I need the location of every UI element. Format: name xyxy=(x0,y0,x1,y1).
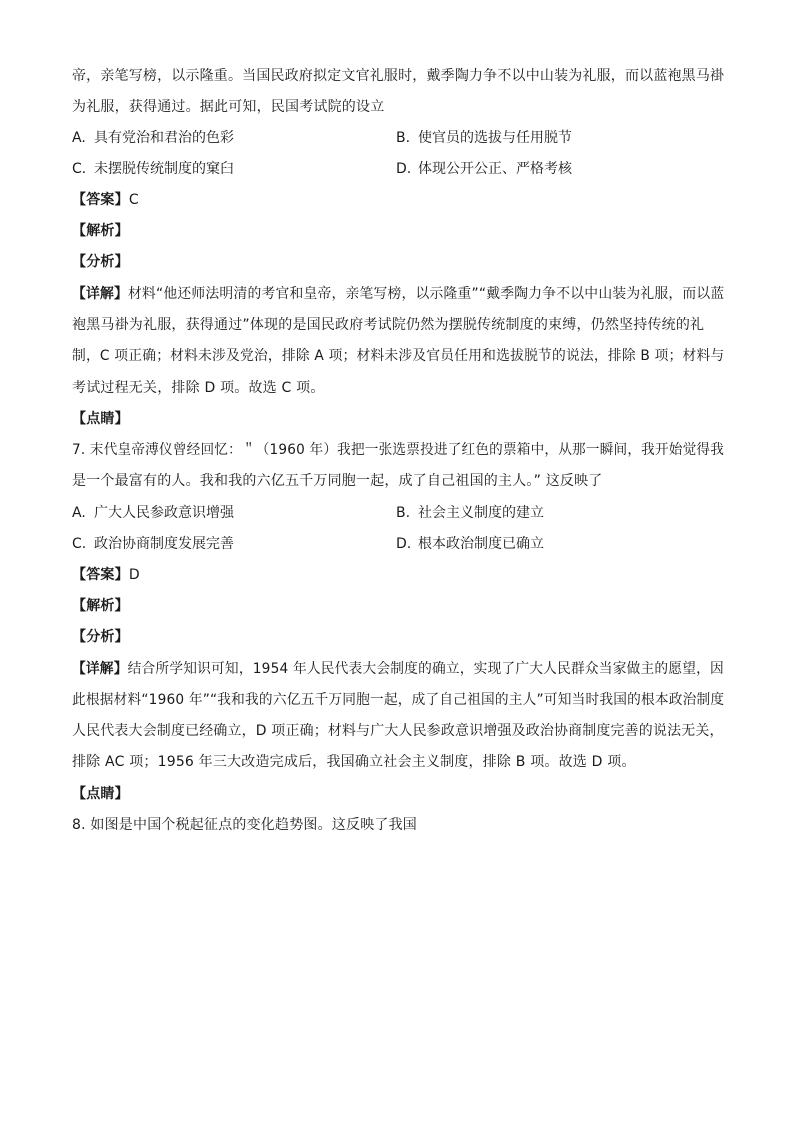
q7-answer xyxy=(72,565,724,585)
q7-detail-line-3: 人民代表大会制度已经确立，D 项正确；材料与广大人民参政意识增强及政治协商制度完善的说法无关， xyxy=(72,723,724,739)
option-key: C. xyxy=(72,536,87,552)
option-text: 政治协商制度发展完善 xyxy=(94,536,234,552)
q7-fenxi-label: 【分析】 xyxy=(72,629,129,645)
q7-dianjing-label: 【点睛】 xyxy=(72,786,129,802)
option-text: 广大人民参政意识增强 xyxy=(94,505,234,521)
option-key: B. xyxy=(396,505,411,521)
q7-detail-line-1 xyxy=(72,659,724,679)
q7-option-d xyxy=(396,534,544,554)
q7-option-b xyxy=(396,503,544,523)
q8-stem: 8. 如图是中国个税起征点的变化趋势图。这反映了我国 xyxy=(72,817,418,833)
q6-detail-line-4: 考试过程无关，排除 D 项。故选 C 项。 xyxy=(72,380,325,396)
detail-label: 【详解】 xyxy=(72,286,129,302)
q6-fenxi-label: 【分析】 xyxy=(72,254,129,270)
detail-text: 材料“他还师法明清的考官和皇帝，亲笔写榜，以示隆重”“戴季陶力争不以中山装为礼服，而以蓝 xyxy=(128,286,725,302)
option-key: D. xyxy=(396,536,412,552)
q6-jiexi-label: 【解析】 xyxy=(72,223,129,239)
option-text: 具有党治和君治的色彩 xyxy=(94,130,234,146)
option-text: 社会主义制度的建立 xyxy=(418,505,544,521)
q6-option-b xyxy=(396,128,572,148)
q7-stem-line-2: 是一个最富有的人。我和我的六亿五千万同胞一起，成了自己祖国的主人。” 这反映了 xyxy=(72,473,603,489)
q7-detail-line-4: 排除 AC 项；1956 年三大改造完成后，我国确立社会主义制度，排除 B 项。故选 D 项。 xyxy=(72,754,636,770)
q6-stem-line-2: 为礼服，获得通过。据此可知，民国考试院的设立 xyxy=(72,99,385,115)
option-text: 使官员的选拔与任用脱节 xyxy=(418,130,572,146)
q6-option-a xyxy=(72,128,234,148)
option-key: B. xyxy=(396,130,411,146)
q6-option-c xyxy=(72,159,234,179)
answer-value: D xyxy=(128,567,140,583)
q6-answer xyxy=(72,190,724,210)
option-text: 未摆脱传统制度的窠臼 xyxy=(94,161,234,177)
answer-label: 【答案】 xyxy=(72,567,129,583)
q6-option-d xyxy=(396,159,572,179)
q7-jiexi-label: 【解析】 xyxy=(72,598,129,614)
option-text: 体现公开公正、严格考核 xyxy=(418,161,572,177)
option-key: A. xyxy=(72,505,86,521)
q6-detail-line-3: 制，C 项正确；材料未涉及党治，排除 A 项；材料未涉及官员任用和选拔脱节的说法，排除 B 项；材料与 xyxy=(72,348,725,364)
q6-detail-line-1 xyxy=(72,284,725,304)
detail-text: 结合所学知识可知，1954 年人民代表大会制度的确立，实现了广大人民群众当家做主的愿望，因 xyxy=(127,661,724,677)
option-key: D. xyxy=(396,161,412,177)
option-text: 根本政治制度已确立 xyxy=(418,536,544,552)
q7-stem-line-1: 7. 末代皇帝溥仪曾经回忆：＂（1960 年）我把一张选票投进了红色的票箱中，从那一瞬间，我开始觉得我 xyxy=(72,442,725,458)
q7-detail-line-2: 此根据材料“1960 年”“我和我的六亿五千万同胞一起，成了自己祖国的主人”可知当时我国的根本政治制度 xyxy=(72,692,725,708)
q6-detail-line-2: 袍黑马褂为礼服，获得通过”体现的是国民政府考试院仍然为摆脱传统制度的束缚，仍然坚持传统的礼 xyxy=(72,317,705,333)
option-key: A. xyxy=(72,130,86,146)
q6-dianjing-label: 【点睛】 xyxy=(72,411,129,427)
answer-value: C xyxy=(128,192,139,208)
detail-label: 【详解】 xyxy=(72,661,128,677)
q7-option-c xyxy=(72,534,234,554)
q6-stem-line-1: 帝，亲笔写榜，以示隆重。当国民政府拟定文官礼服时，戴季陶力争不以中山装为礼服，而以蓝袍黑马褂 xyxy=(72,68,725,84)
option-key: C. xyxy=(72,161,87,177)
answer-label: 【答案】 xyxy=(72,192,129,208)
q7-option-a xyxy=(72,503,234,523)
